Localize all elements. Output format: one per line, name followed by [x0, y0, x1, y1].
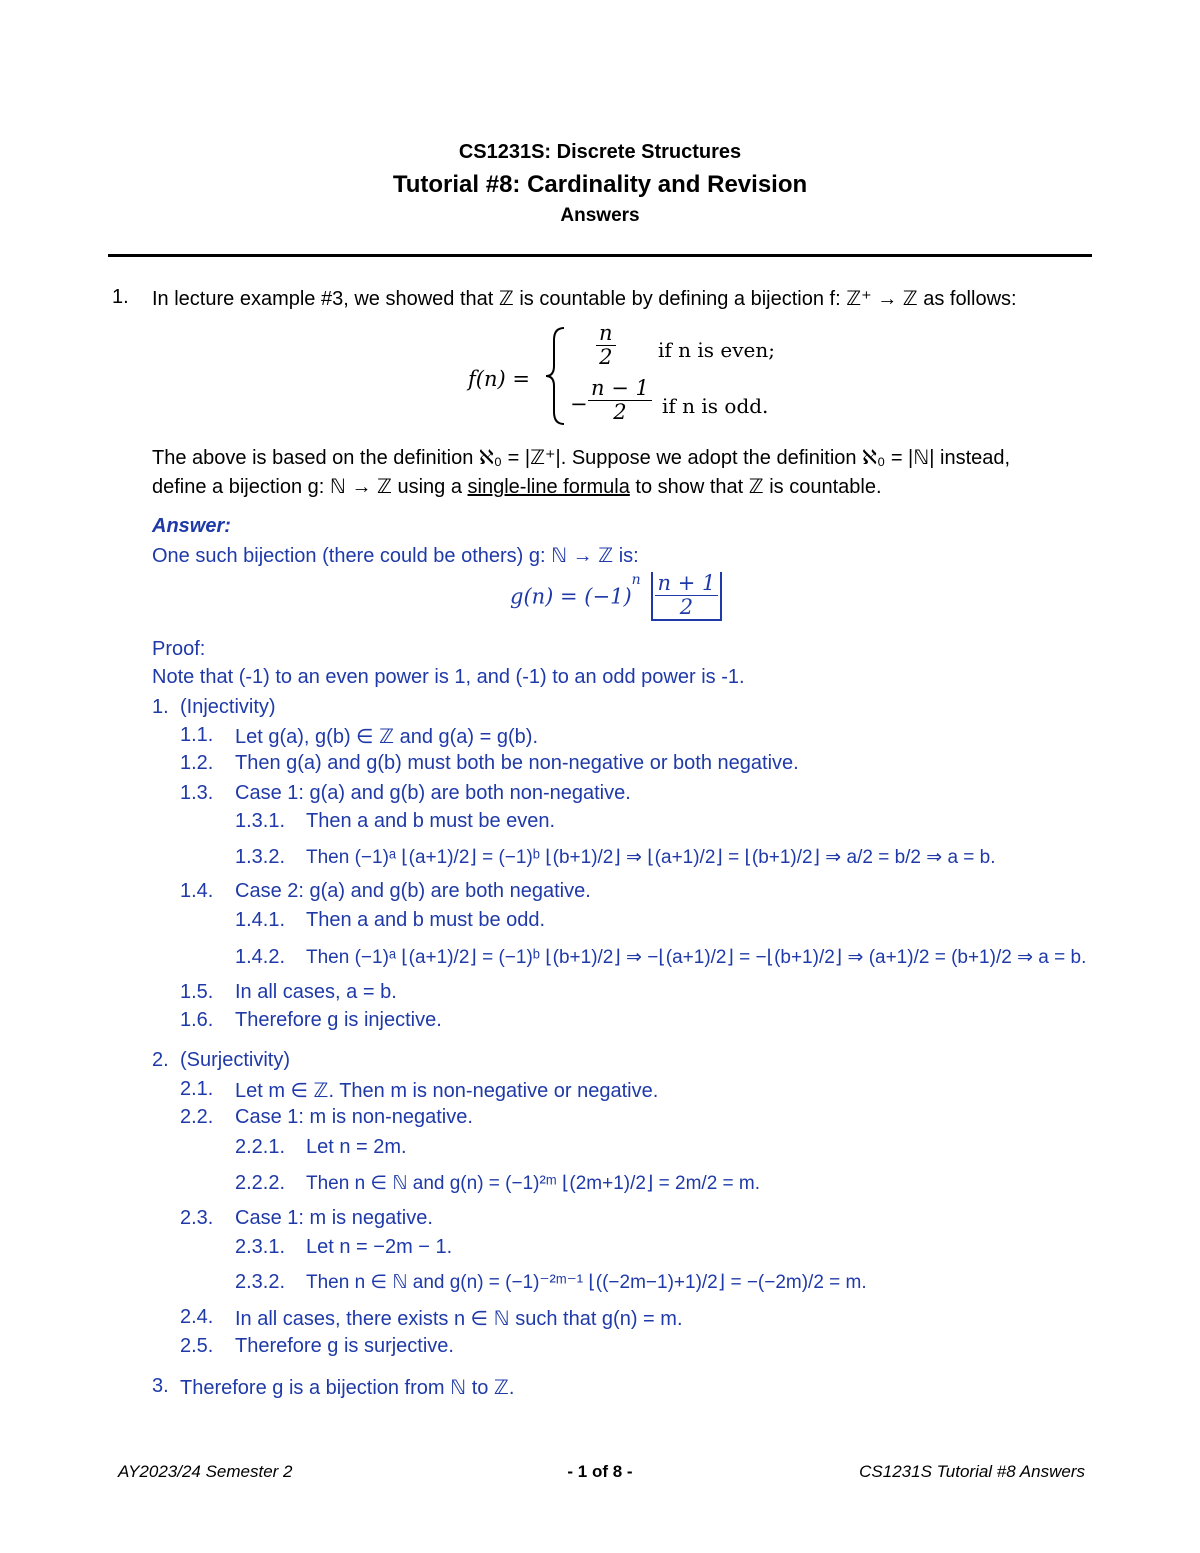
step-number: 1.6.: [180, 1009, 214, 1031]
step-text: Let g(a), g(b) ∈ ℤ and g(a) = g(b).: [235, 726, 538, 748]
step-text: Case 1: m is non-negative.: [235, 1106, 473, 1128]
para-text-a: define a bijection g: ℕ → ℤ using a: [152, 476, 468, 498]
case1-condition: if n is even;: [658, 338, 776, 362]
step-number: 1.3.2.: [235, 846, 286, 868]
question-intro: In lecture example #3, we showed that ℤ is countable by defining a bijection f: ℤ⁺ → ℤ as follows:: [152, 288, 1017, 310]
step-text: Let m ∈ ℤ. Then m is non-negative or negative.: [235, 1080, 659, 1102]
step-text: Case 2: g(a) and g(b) are both negative.: [235, 880, 591, 902]
step-text: Let n = 2m.: [306, 1136, 407, 1158]
conclusion-text: Therefore g is a bijection from ℕ to ℤ.: [180, 1377, 515, 1399]
case2-condition: if n is odd.: [662, 394, 769, 418]
step-number: 2.: [152, 1049, 169, 1071]
proof-note: Note that (-1) to an even power is 1, and (-1) to an odd power is -1.: [152, 666, 745, 688]
step-number: 1.3.: [180, 782, 214, 804]
g-formula: [510, 572, 722, 621]
step-text: Case 1: m is negative.: [235, 1207, 433, 1229]
f-lhs: f(n) =: [468, 367, 530, 391]
footer-page-number: - 1 of 8 -: [567, 1462, 633, 1481]
step-text: In all cases, a = b.: [235, 981, 397, 1003]
step-number: 2.4.: [180, 1306, 214, 1328]
step-number: 1.4.1.: [235, 909, 286, 931]
para-text-b: to show that ℤ is countable.: [629, 476, 882, 498]
header-divider: [108, 254, 1092, 257]
g-denominator: 2: [679, 595, 694, 620]
question-paragraph-line2: [152, 474, 882, 499]
step-text: In all cases, there exists n ∈ ℕ such that g(n) = m.: [235, 1308, 683, 1330]
case2-sign: −: [570, 392, 588, 416]
step-text: Therefore g is surjective.: [235, 1335, 454, 1357]
step-number: 2.5.: [180, 1335, 214, 1357]
step-number: 2.2.: [180, 1106, 214, 1128]
footer-doc-title: CS1231S Tutorial #8 Answers: [859, 1462, 1085, 1481]
step-text: Then a and b must be even.: [306, 810, 556, 832]
left-brace-icon: [544, 326, 568, 426]
case1-fraction: [596, 322, 616, 369]
step-number: 2.2.1.: [235, 1136, 286, 1158]
step-number: 1.4.: [180, 880, 214, 902]
answer-line1: One such bijection (there could be others) g: ℕ → ℤ is:: [152, 545, 639, 567]
step-text: Then n ∈ ℕ and g(n) = (−1)²ᵐ ⌊(2m+1)/2⌋ = 2m/2 = m.: [306, 1173, 761, 1194]
g-numerator: n + 1: [655, 572, 719, 596]
case2-denominator: 2: [613, 400, 627, 425]
step-number: 2.1.: [180, 1078, 214, 1100]
g-lhs: g(n) = (−1): [510, 584, 632, 609]
step-text: Then (−1)ᵃ ⌊(a+1)/2⌋ = (−1)ᵇ ⌊(b+1)/2⌋ ⇒ ⌊(a+1)/2⌋ = ⌊(b+1)/2⌋ ⇒ a/2 = b/2 ⇒ a = b.: [306, 847, 996, 868]
surjectivity-heading: (Surjectivity): [180, 1049, 291, 1071]
footer-semester: AY2023/24 Semester 2: [118, 1462, 293, 1481]
step-text: Then n ∈ ℕ and g(n) = (−1)⁻²ᵐ⁻¹ ⌊((−2m−1)+1)/2⌋ = −(−2m)/2 = m.: [306, 1272, 867, 1293]
proof-label: Proof:: [152, 638, 206, 660]
step-text: Then (−1)ᵃ ⌊(a+1)/2⌋ = (−1)ᵇ ⌊(b+1)/2⌋ ⇒ −⌊(a+1)/2⌋ = −⌊(b+1)/2⌋ ⇒ (a+1)/2 = (b+1)/2 ⇒ a = b.: [306, 947, 1087, 968]
step-number: 1.3.1.: [235, 810, 286, 832]
question-paragraph-line1: The above is based on the definition ℵ₀ = |ℤ⁺|. Suppose we adopt the definition ℵ₀ = |ℕ| instead,: [152, 447, 1011, 469]
step-text: Let n = −2m − 1.: [306, 1236, 453, 1258]
step-number: 1.: [152, 696, 169, 718]
step-number: 2.2.2.: [235, 1172, 286, 1194]
step-number: 2.3.: [180, 1207, 214, 1229]
step-text: Therefore g is injective.: [235, 1009, 442, 1031]
page-subtitle: Answers: [560, 205, 640, 226]
step-text: Then g(a) and g(b) must both be non-negative or both negative.: [235, 752, 799, 774]
step-number: 2.3.2.: [235, 1271, 286, 1293]
case1-numerator: n: [596, 322, 616, 346]
page-title: Tutorial #8: Cardinality and Revision: [392, 171, 808, 198]
case2-numerator: n − 1: [588, 377, 652, 401]
step-number: 1.5.: [180, 981, 214, 1003]
answer-label: Answer:: [152, 515, 231, 537]
floor-bracket: [651, 572, 723, 621]
case2-fraction: [588, 377, 652, 424]
para-underlined-text: single-line formula: [467, 476, 630, 498]
step-number: 1.4.2.: [235, 946, 286, 968]
step-text: Then a and b must be odd.: [306, 909, 546, 931]
step-number: 3.: [152, 1375, 169, 1397]
case1-denominator: 2: [599, 345, 613, 370]
step-number: 1.2.: [180, 752, 214, 774]
step-number: 2.3.1.: [235, 1236, 286, 1258]
step-number: 1.1.: [180, 724, 214, 746]
g-exponent: n: [631, 572, 641, 589]
injectivity-heading: (Injectivity): [180, 696, 276, 718]
question-number: 1.: [112, 286, 129, 308]
step-text: Case 1: g(a) and g(b) are both non-negative.: [235, 782, 631, 804]
course-title: CS1231S: Discrete Structures: [458, 141, 742, 163]
